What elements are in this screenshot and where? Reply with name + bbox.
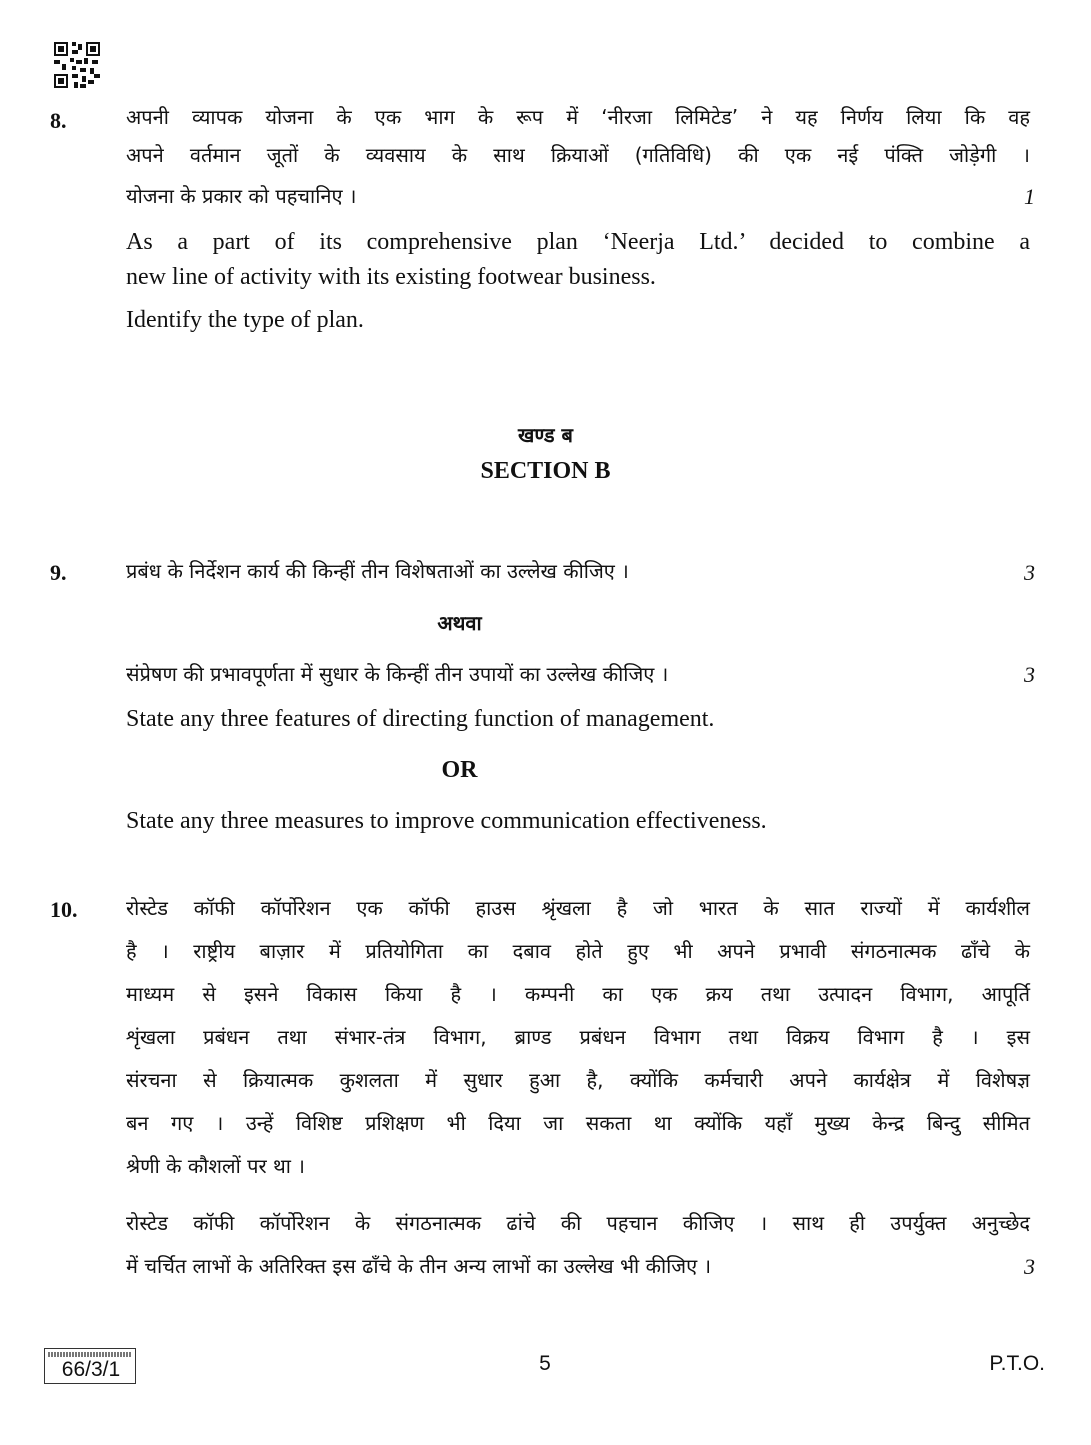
question-text-hindi-alternative: संप्रेषण की प्रभावपूर्णता में सुधार के किन्हीं तीन उपायों का उल्लेख कीजिए । (126, 662, 669, 686)
question-text-hindi: योजना के प्रकार को पहचानिए । (126, 184, 357, 208)
paper-code: 66/3/1 (61, 1358, 121, 1381)
question-text-english: new line of activity with its existing footwear business. (126, 264, 656, 290)
question-text-hindi: रोस्टेड कॉफी कॉर्पोरेशन के संगठनात्मक ढांचे की पहचान कीजिए । साथ ही उपर्युक्त अनुच्छेद (126, 1211, 1030, 1235)
case-text-hindi: रोस्टेड कॉफी कॉर्पोरेशन एक कॉफी हाउस श्रृंखला है जो भारत के सात राज्यों में कार्यशील (126, 896, 1030, 920)
marks: 3 (1024, 662, 1035, 687)
please-turn-over: P.T.O. (989, 1352, 1045, 1375)
question-text-english: State any three features of directing function of management. (126, 706, 715, 732)
question-text-english-alternative: State any three measures to improve communication effectiveness. (126, 808, 767, 834)
question-text-hindi: प्रबंध के निर्देशन कार्य की किन्हीं तीन विशेषताओं का उल्लेख कीजिए । (126, 559, 629, 583)
section-heading-hindi: खण्ड ब (518, 423, 573, 447)
case-text-hindi: संरचना से क्रियात्मक कुशलता में सुधार हुआ है, क्योंकि कर्मचारी अपने कार्यक्षेत्र में विशेषज्ञ (126, 1068, 1030, 1092)
page-number: 5 (539, 1352, 551, 1375)
question-text-english: Identify the type of plan. (126, 307, 364, 333)
case-text-hindi: शृंखला प्रबंधन तथा संभार-तंत्र विभाग, ब्राण्ड प्रबंधन विभाग तथा विक्रय विभाग है । इस (126, 1025, 1030, 1049)
qr-code-icon (54, 42, 100, 88)
question-number: 10. (50, 897, 78, 922)
case-text-hindi: माध्यम से इसने विकास किया है । कम्पनी का एक क्रय तथा उत्पादन विभाग, आपूर्ति (126, 982, 1030, 1006)
question-text-hindi: अपनी व्यापक योजना के एक भाग के रूप में ‘नीरजा लिमिटेड’ ने यह निर्णय लिया कि वह (126, 105, 1030, 129)
marks: 3 (1024, 1254, 1035, 1279)
question-number: 8. (50, 108, 67, 133)
paper-code-box (44, 1348, 136, 1384)
or-label-english: OR (441, 757, 478, 783)
marks: 3 (1024, 560, 1035, 585)
case-text-hindi: श्रेणी के कौशलों पर था । (126, 1154, 305, 1178)
section-heading-english: SECTION B (480, 458, 611, 484)
marks: 1 (1024, 184, 1035, 209)
paper-code-barcode (48, 1352, 132, 1357)
case-text-hindi: बन गए । उन्हें विशिष्ट प्रशिक्षण भी दिया जा सकता था क्योंकि यहाँ मुख्य केन्द्र बिन्दु सीमित (126, 1111, 1030, 1135)
case-text-hindi: है । राष्ट्रीय बाज़ार में प्रतियोगिता का दबाव होते हुए भी अपने प्रभावी संगठनात्मक ढाँचे के (126, 939, 1030, 963)
or-label-hindi: अथवा (437, 611, 482, 635)
question-text-hindi: अपने वर्तमान जूतों के व्यवसाय के साथ क्रियाओं (गतिविधि) की एक नई पंक्ति जोड़ेगी । (126, 143, 1030, 167)
question-text-hindi: में चर्चित लाभों के अतिरिक्त इस ढाँचे के तीन अन्य लाभों का उल्लेख भी कीजिए । (126, 1254, 712, 1278)
question-text-english: As a part of its comprehensive plan ‘Neerja Ltd.’ decided to combine a (126, 229, 1030, 255)
question-number: 9. (50, 560, 67, 585)
